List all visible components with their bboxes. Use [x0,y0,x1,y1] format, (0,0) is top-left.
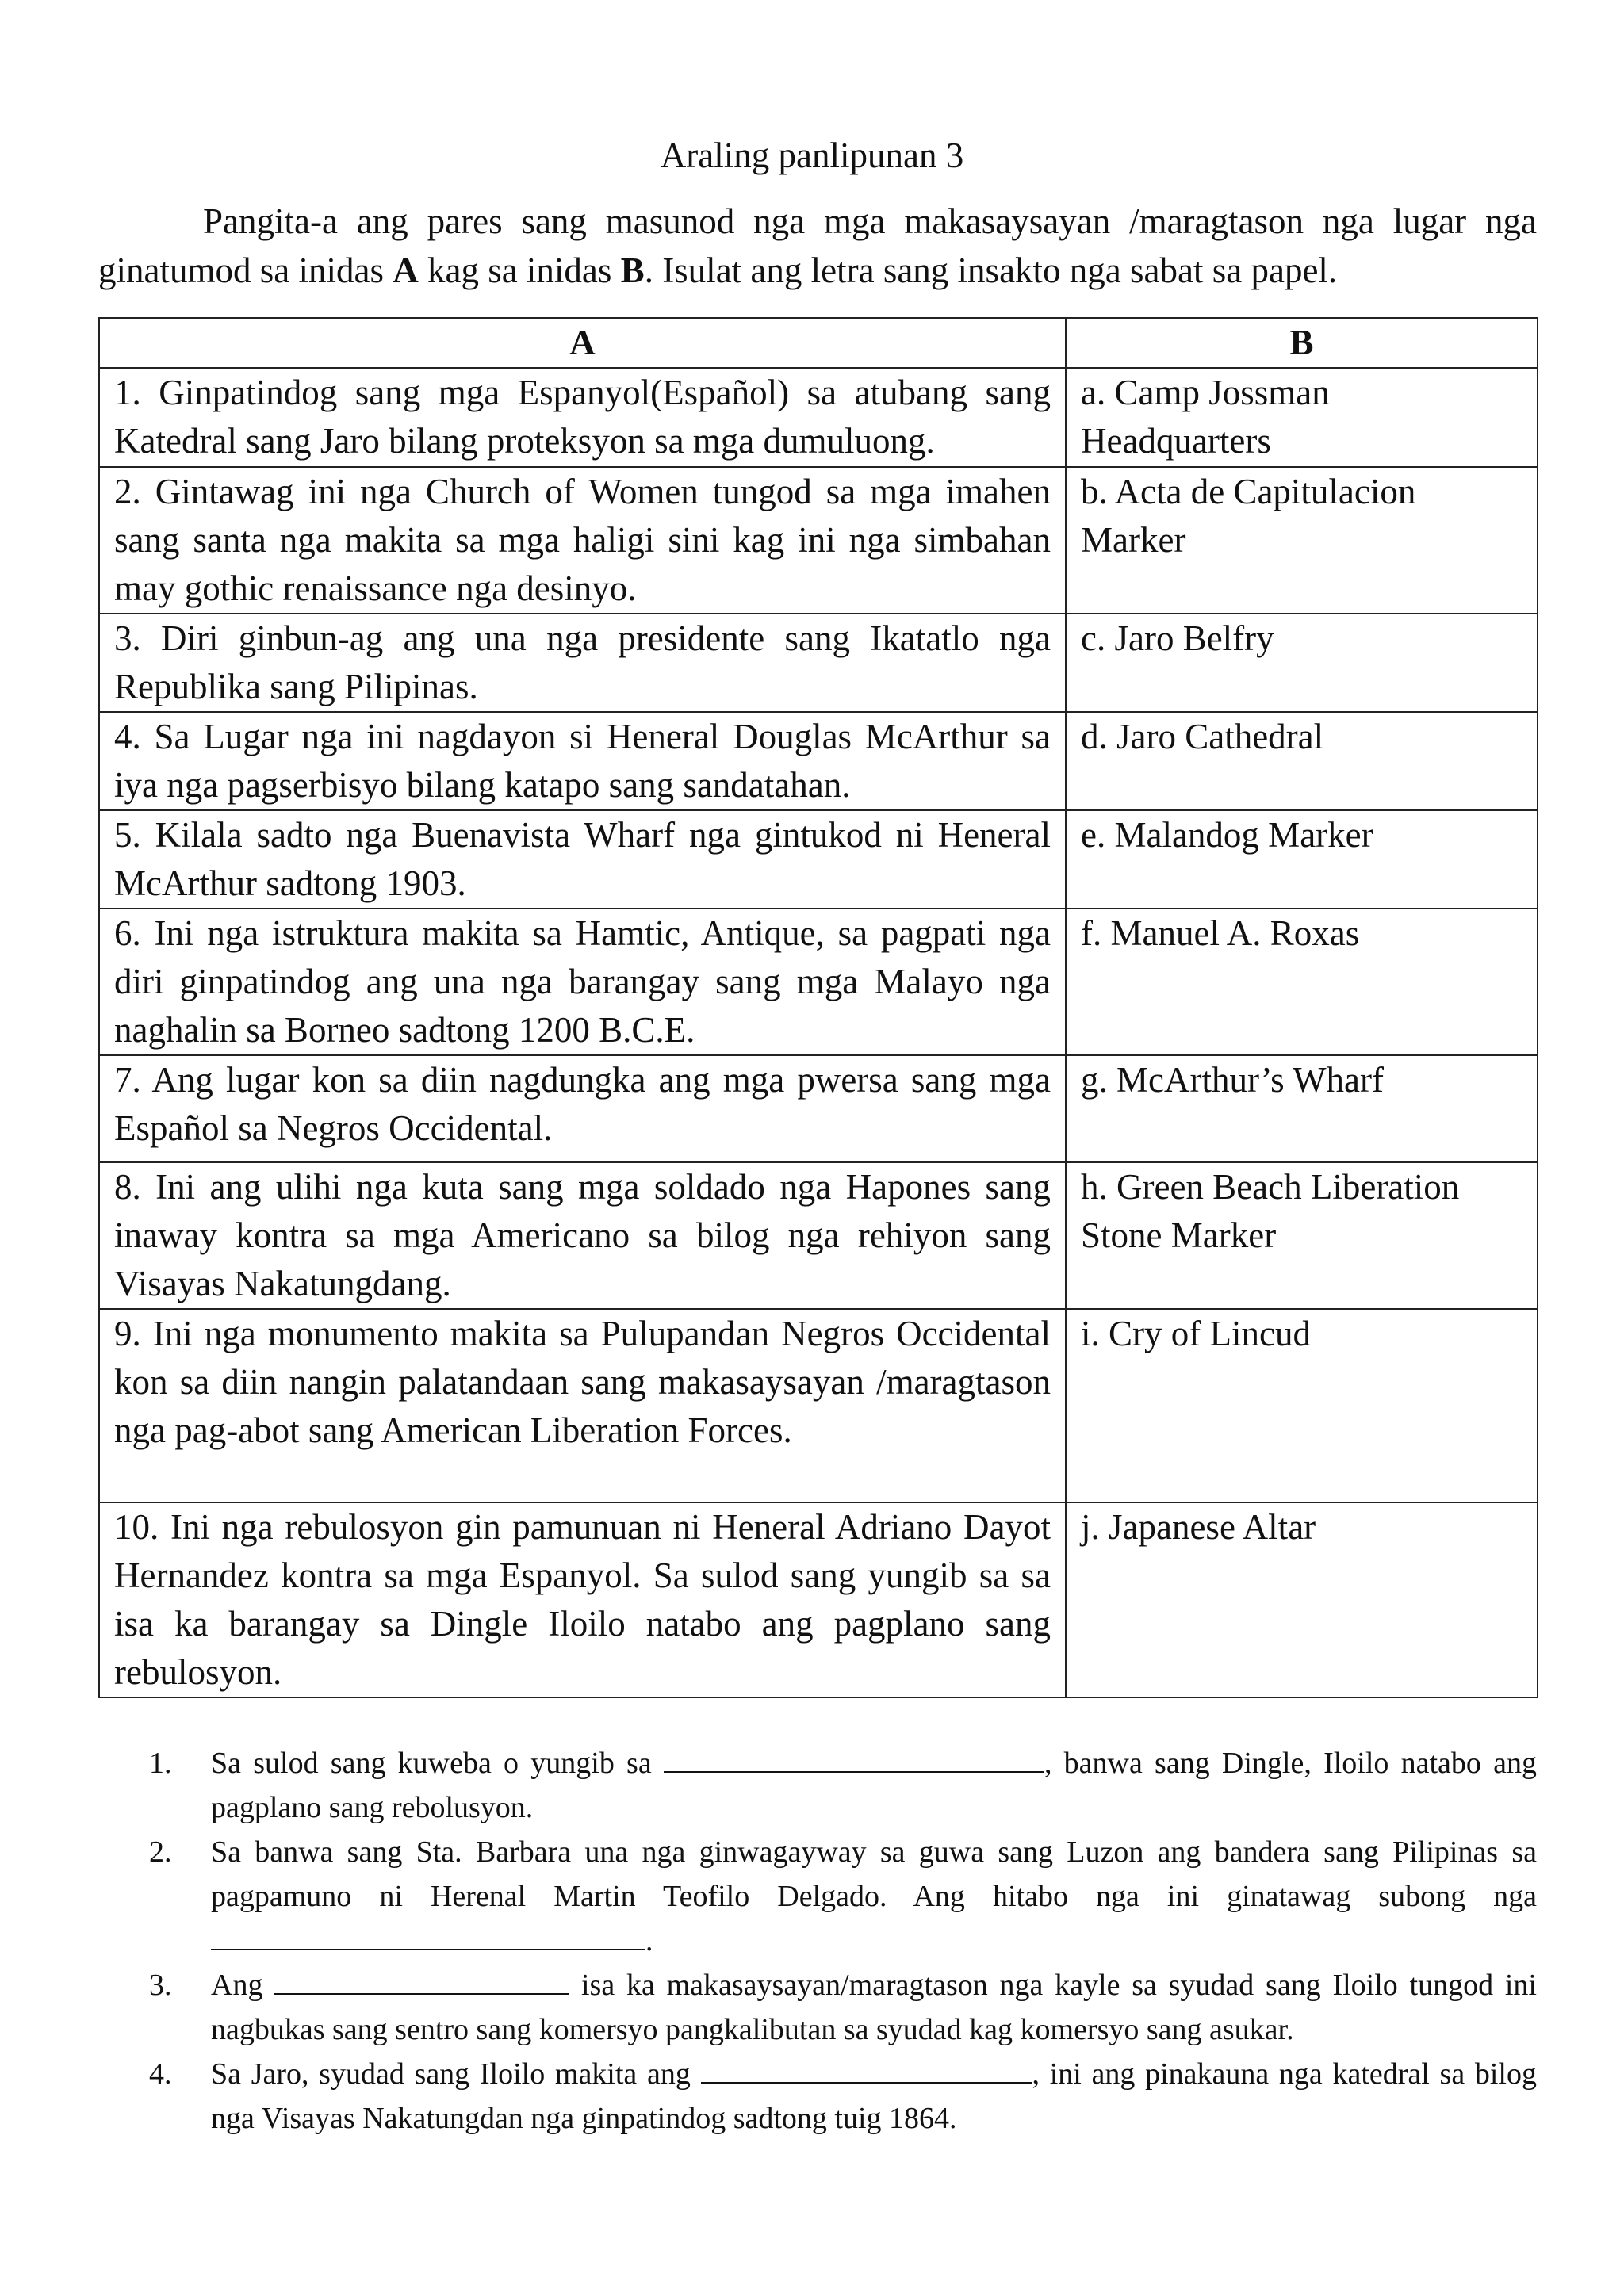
item-description: 3. Diri ginbun-ag ang una nga presidente sang Ikatatlo nga Republika sang Pilipinas. [99,614,1066,712]
question-text-before: Sa banwa sang Sta. Barbara una nga ginwagayway sa guwa sang Luzon ang bandera sang Pilipinas sa pagpamuno ni Herenal Martin Teofilo Delgado. Ang hitabo nga ini ginatawag subong nga [211,1835,1537,1913]
table-header-row [99,318,1538,368]
choice-option: h. Green Beach Liberation Stone Marker [1066,1162,1538,1309]
table-row [99,368,1538,467]
instructions-text-mid: kag sa inidas [418,251,621,290]
question-text-before: Sa sulod sang kuweba o yungib sa [211,1747,664,1780]
fill-in-item [135,1963,1537,2052]
answer-blank[interactable] [274,1965,569,1995]
item-description: 1. Ginpatindog sang mga Espanyol(Español) sa atubang sang Katedral sang Jaro bilang proteksyon sa mga dumuluong. [99,368,1066,467]
instructions-text-post: . Isulat ang letra sang insakto nga sabat sa papel. [644,251,1338,290]
question-text-after: , banwa sang Dingle, Iloilo natabo ang pagplano sang rebolusyon. [211,1747,1537,1824]
choice-option: c. Jaro Belfry [1066,614,1538,712]
question-number: 4. [149,2057,172,2091]
table-row [99,810,1538,909]
instructions-text-pre: Pangita-a ang pares sang masunod nga mga makasaysayan /maragtason nga lugar nga ginatumod sa inidas [98,201,1537,290]
question-text-after: . [645,1924,653,1957]
choice-option: f. Manuel A. Roxas [1066,909,1538,1055]
question-number: 2. [149,1835,172,1869]
choice-option: e. Malandog Marker [1066,810,1538,909]
column-header-b: B [1066,318,1538,368]
question-text-after: , ini ang pinakauna nga katedral sa bilog nga Visayas Nakatungdan nga ginpatindog sadtong tuig 1864. [211,2057,1537,2135]
item-description: 2. Gintawag ini nga Church of Women tungod sa mga imahen sang santa nga makita sa mga haligi sini kag ini nga simbahan may gothic renaissance nga desinyo. [99,467,1066,614]
answer-blank[interactable] [701,2053,1032,2084]
instructions-paragraph [98,197,1537,295]
page-title: Araling panlipunan 3 [660,136,964,175]
fill-in-item [135,1830,1537,1963]
table-row [99,614,1538,712]
table-row [99,467,1538,614]
item-description: 9. Ini nga monumento makita sa Pulupandan Negros Occidental kon sa diin nangin palatandaan sang makasaysayan /maragtason nga pag-abot sang American Liberation Forces. [99,1309,1066,1502]
table-row [99,909,1538,1055]
choice-option: j. Japanese Altar [1066,1502,1538,1697]
instructions-column-a: A [393,251,419,290]
table-row [99,1162,1538,1309]
answer-blank[interactable] [211,1920,645,1950]
question-text-after: isa ka makasaysayan/maragtason nga kayle sa syudad sang Iloilo tungod ini nagbukas sang sentro sang komersyo pangkalibutan sa syudad kag komersyo sang asukar. [211,1969,1537,2046]
fill-in-item [135,1741,1537,1830]
choice-option: b. Acta de Capitulacion Marker [1066,467,1538,614]
item-description: 10. Ini nga rebulosyon gin pamunuan ni Heneral Adriano Dayot Hernandez kontra sa mga Espanyol. Sa sulod sang yungib sa sa isa ka barangay sa Dingle Iloilo natabo ang pagplano sang rebulosyon. [99,1502,1066,1697]
question-number: 1. [149,1747,172,1780]
question-number: 3. [149,1969,172,2002]
item-description: 5. Kilala sadto nga Buenavista Wharf nga gintukod ni Heneral McArthur sadtong 1903. [99,810,1066,909]
question-text-before: Sa Jaro, syudad sang Iloilo makita ang [211,2057,701,2091]
instructions-column-b: B [620,251,645,290]
item-description: 4. Sa Lugar nga ini nagdayon si Heneral Douglas McArthur sa iya nga pagserbisyo bilang katapo sang sandatahan. [99,712,1066,810]
choice-option: i. Cry of Lincud [1066,1309,1538,1502]
answer-blank[interactable] [664,1743,1044,1773]
choice-option: a. Camp Jossman Headquarters [1066,368,1538,467]
fill-in-item [135,2052,1537,2141]
table-row [99,1309,1538,1502]
fill-in-questions [135,1741,1537,2141]
item-description: 6. Ini nga istruktura makita sa Hamtic, Antique, sa pagpati nga diri ginpatindog ang una nga barangay sang mga Malayo nga naghalin sa Borneo sadtong 1200 B.C.E. [99,909,1066,1055]
item-description: 8. Ini ang ulihi nga kuta sang mga soldado nga Hapones sang inaway kontra sa mga Americano sa bilog nga rehiyon sang Visayas Nakatungdang. [99,1162,1066,1309]
column-header-a: A [99,318,1066,368]
table-row [99,1502,1538,1697]
item-description: 7. Ang lugar kon sa diin nagdungka ang mga pwersa sang mga Español sa Negros Occidental. [99,1055,1066,1162]
choice-option: d. Jaro Cathedral [1066,712,1538,810]
question-text-before: Ang [211,1969,275,2002]
matching-table [98,317,1538,1698]
choice-option: g. McArthur’s Wharf [1066,1055,1538,1162]
table-row [99,1055,1538,1162]
table-row [99,712,1538,810]
